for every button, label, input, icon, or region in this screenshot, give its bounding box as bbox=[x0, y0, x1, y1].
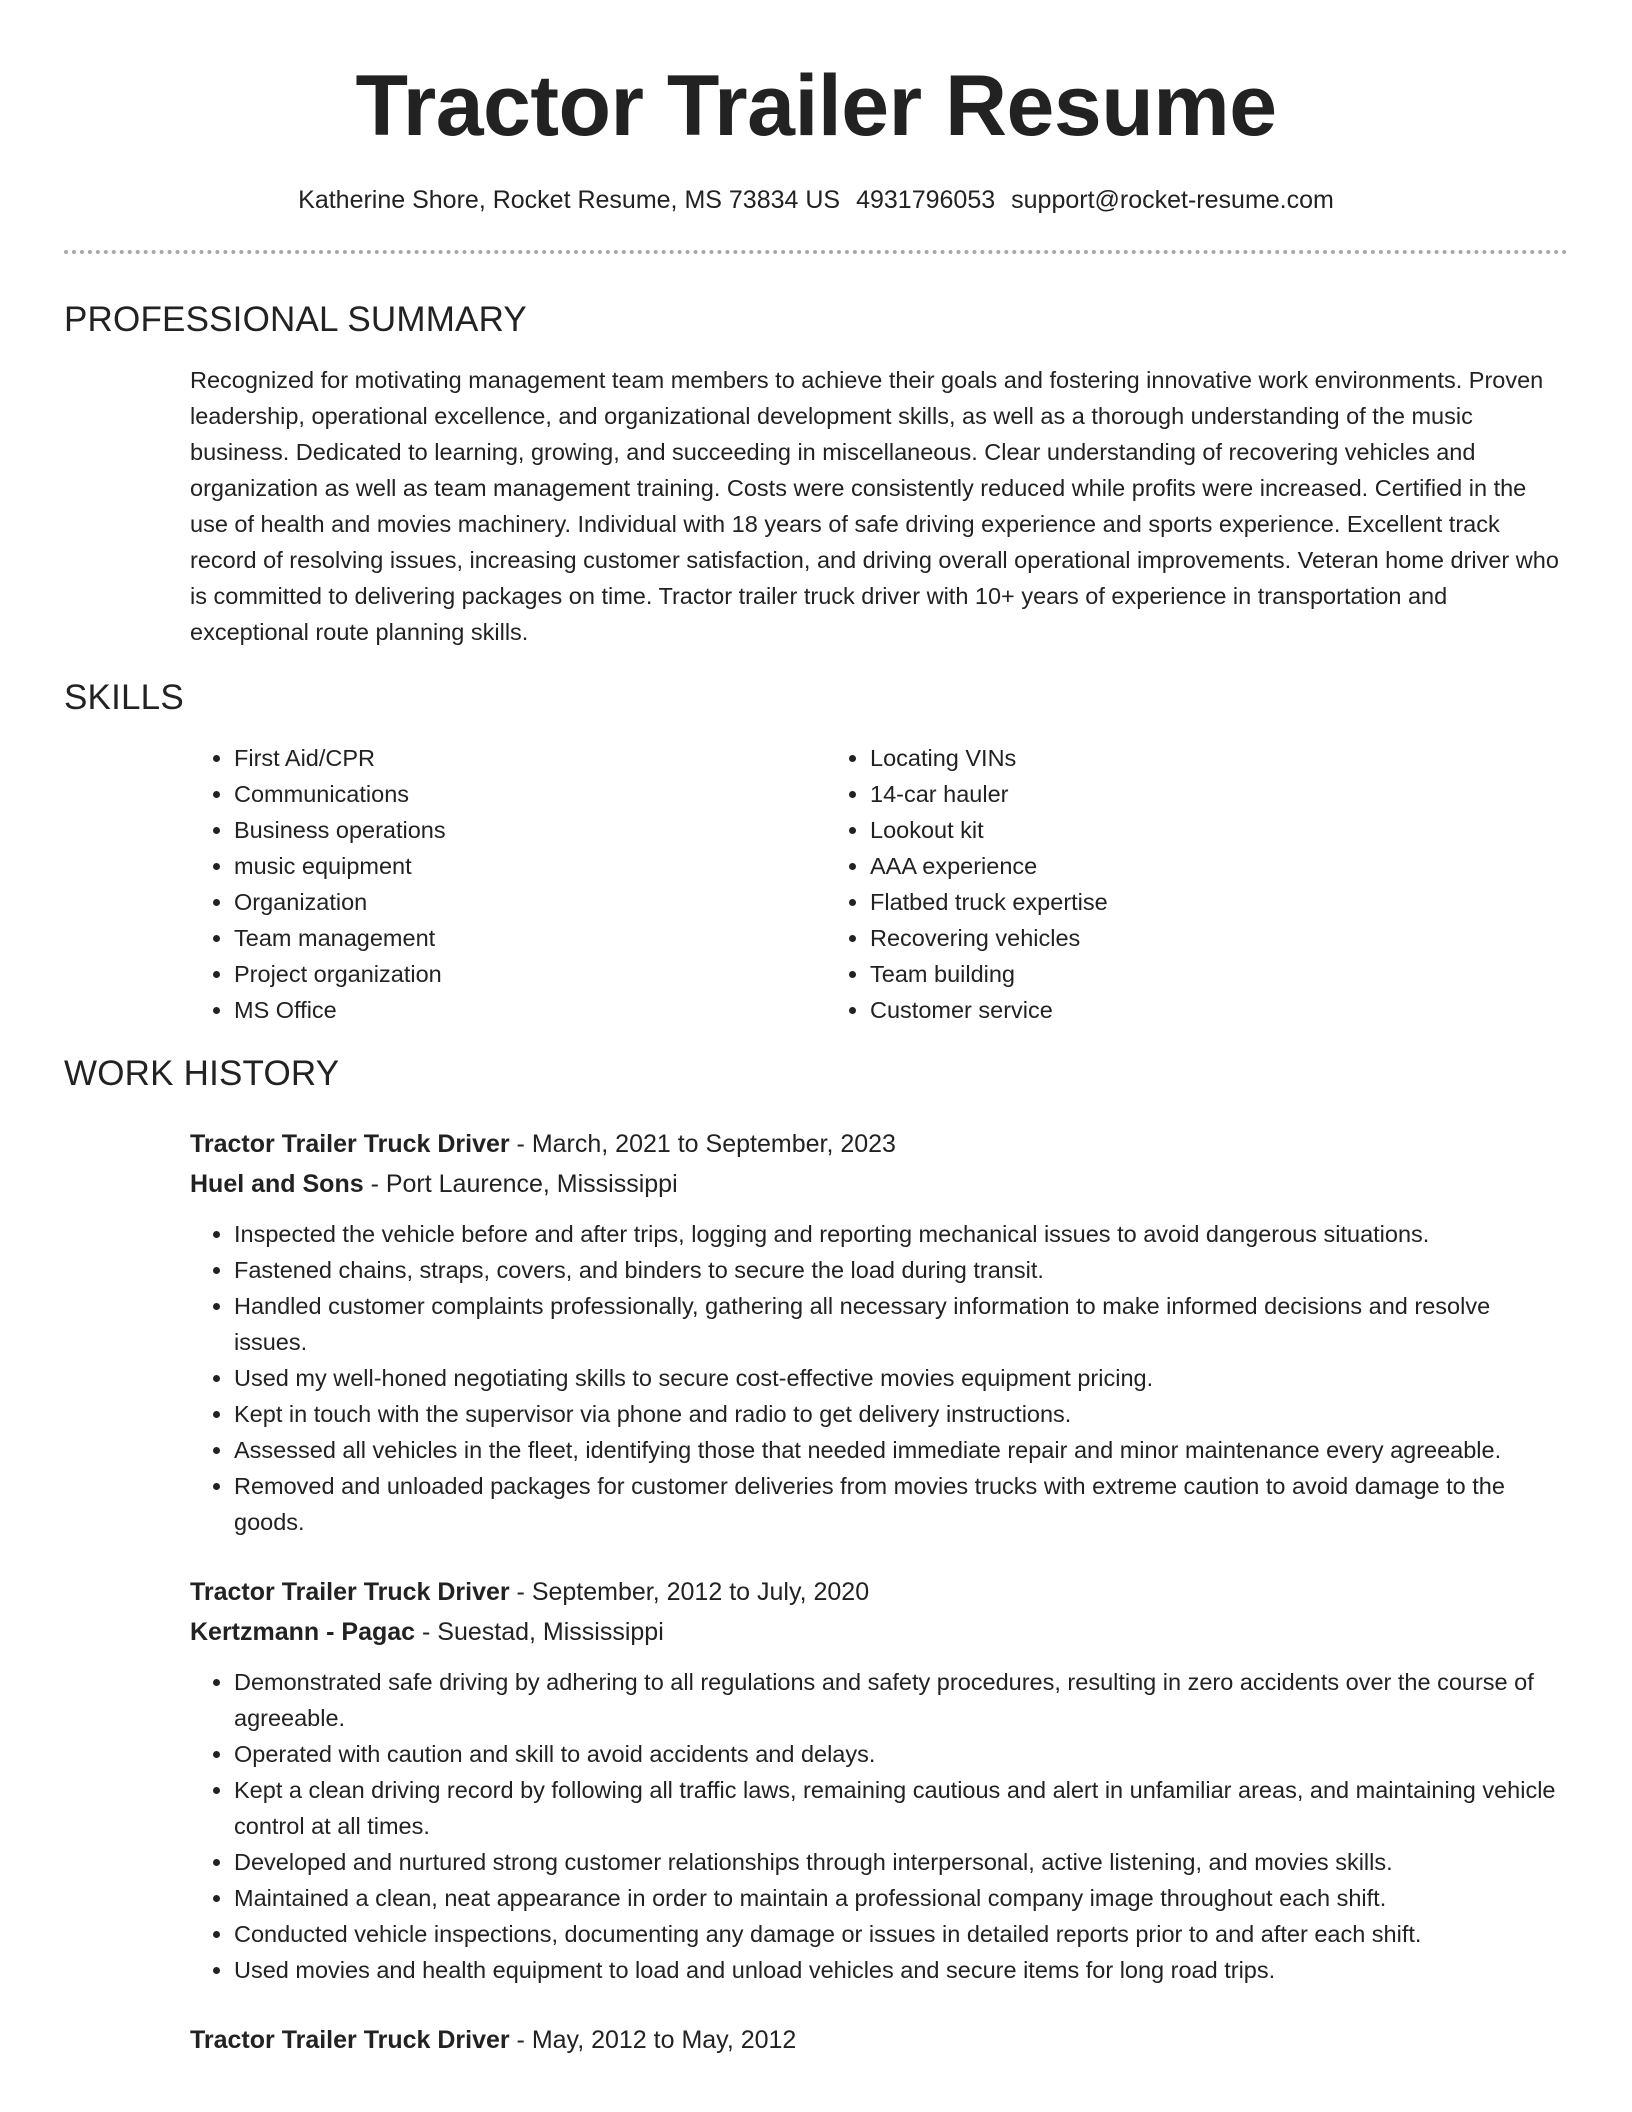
job-bullet: • Inspected the vehicle before and after trips, logging and reporting mechanical issues to avoid dangerous situations. bbox=[234, 1216, 1568, 1252]
job-bullet: • Fastened chains, straps, covers, and binders to secure the load during transit. bbox=[234, 1252, 1568, 1288]
skill-item: • music equipment bbox=[234, 848, 826, 884]
job-title: Tractor Trailer Truck Driver bbox=[190, 2026, 510, 2054]
skill-item: • Organization bbox=[234, 884, 826, 920]
job-entry bbox=[190, 2020, 1568, 2060]
job-company: Kertzmann - Pagac bbox=[190, 1618, 416, 1646]
skill-item: • Recovering vehicles bbox=[870, 920, 1108, 956]
job-bullet: • Developed and nurtured strong customer relationships through interpersonal, active listening, and movies skills. bbox=[234, 1844, 1568, 1880]
job-company-line bbox=[190, 1612, 1568, 1652]
skill-item: • Team management bbox=[234, 920, 826, 956]
skills-column-1 bbox=[190, 740, 826, 1028]
job-dates: - May, 2012 to May, 2012 bbox=[509, 2026, 797, 2054]
resume-title: Tractor Trailer Resume bbox=[355, 58, 1277, 154]
job-company-line bbox=[190, 1164, 1568, 1204]
job-bullet: • Demonstrated safe driving by adhering to all regulations and safety procedures, resulting in zero accidents over the course of agreeable. bbox=[234, 1664, 1568, 1736]
job-bullet: • Kept a clean driving record by following all traffic laws, remaining cautious and alert in unfamiliar areas, and maintaining vehicle control at all times. bbox=[234, 1772, 1568, 1844]
job-bullet: • Operated with caution and skill to avoid accidents and delays. bbox=[234, 1736, 1568, 1772]
job-title-line bbox=[190, 1124, 1568, 1164]
contact-email: support@rocket-resume.com bbox=[1011, 186, 1334, 214]
skill-item: • AAA experience bbox=[870, 848, 1108, 884]
job-dates: - March, 2021 to September, 2023 bbox=[509, 1130, 896, 1158]
summary-text: Recognized for motivating management team members to achieve their goals and fostering innovative work environments. Proven leadership, operational excellence, and organizational development skills, as well as a thorough understanding of the music business. Dedicated to learning, growing, and succeeding in miscellaneous. Clear understanding of recovering vehicles and organization as well as team management training. Costs were consistently reduced while profits were increased. Certified in the use of health and movies machinery. Individual with 18 years of safe driving experience and sports experience. Excellent track record of resolving issues, increasing customer satisfaction, and driving overall operational improvements. Veteran home driver who is committed to delivering packages on time. Tractor trailer truck driver with 10+ years of experience in transportation and exceptional route planning skills. bbox=[190, 367, 1559, 645]
job-entry bbox=[190, 1572, 1568, 1988]
job-bullet: • Kept in touch with the supervisor via phone and radio to get delivery instructions. bbox=[234, 1396, 1568, 1432]
header-divider bbox=[64, 250, 1568, 254]
skill-item: • First Aid/CPR bbox=[234, 740, 826, 776]
job-entry bbox=[190, 1124, 1568, 1540]
job-bullet: • Removed and unloaded packages for customer deliveries from movies trucks with extreme caution to avoid damage to the goods. bbox=[234, 1468, 1568, 1540]
skills-heading: SKILLS bbox=[64, 678, 184, 717]
skill-item: • Lookout kit bbox=[870, 812, 1108, 848]
job-title-line bbox=[190, 2020, 1568, 2060]
contact-address: Katherine Shore, Rocket Resume, MS 73834 US bbox=[298, 186, 841, 214]
job-location: - Port Laurence, Mississippi bbox=[363, 1170, 678, 1198]
skill-item: • Customer service bbox=[870, 992, 1108, 1028]
skill-item: • MS Office bbox=[234, 992, 826, 1028]
work-history-heading: WORK HISTORY bbox=[64, 1054, 340, 1093]
job-bullet: • Assessed all vehicles in the fleet, identifying those that needed immediate repair and minor maintenance every agreeable. bbox=[234, 1432, 1568, 1468]
job-bullet: • Handled customer complaints professionally, gathering all necessary information to make informed decisions and resolve issues. bbox=[234, 1288, 1568, 1360]
job-title: Tractor Trailer Truck Driver bbox=[190, 1130, 510, 1158]
skill-item: • 14-car hauler bbox=[870, 776, 1108, 812]
job-bullet: • Maintained a clean, neat appearance in order to maintain a professional company image throughout each shift. bbox=[234, 1880, 1568, 1916]
job-title-line bbox=[190, 1572, 1568, 1612]
job-bullets bbox=[190, 1216, 1568, 1540]
job-company: Huel and Sons bbox=[190, 1170, 364, 1198]
skill-item: • Team building bbox=[870, 956, 1108, 992]
skills-column-2 bbox=[826, 740, 1108, 1028]
summary-heading: PROFESSIONAL SUMMARY bbox=[64, 300, 527, 339]
job-bullets bbox=[190, 1664, 1568, 1988]
job-location: - Suestad, Mississippi bbox=[415, 1618, 664, 1646]
skill-item: • Project organization bbox=[234, 956, 826, 992]
skill-item: • Communications bbox=[234, 776, 826, 812]
skill-item: • Business operations bbox=[234, 812, 826, 848]
job-bullet: • Used movies and health equipment to load and unload vehicles and secure items for long road trips. bbox=[234, 1952, 1568, 1988]
skill-item: • Locating VINs bbox=[870, 740, 1108, 776]
contact-phone: 4931796053 bbox=[856, 186, 996, 214]
job-bullet: • Conducted vehicle inspections, documenting any damage or issues in detailed reports prior to and after each shift. bbox=[234, 1916, 1568, 1952]
contact-line bbox=[64, 184, 1568, 216]
skills-list bbox=[190, 740, 1568, 1028]
job-bullet: • Used my well-honed negotiating skills to secure cost-effective movies equipment pricing. bbox=[234, 1360, 1568, 1396]
job-title: Tractor Trailer Truck Driver bbox=[190, 1578, 510, 1606]
job-dates: - September, 2012 to July, 2020 bbox=[509, 1578, 870, 1606]
skill-item: • Flatbed truck expertise bbox=[870, 884, 1108, 920]
